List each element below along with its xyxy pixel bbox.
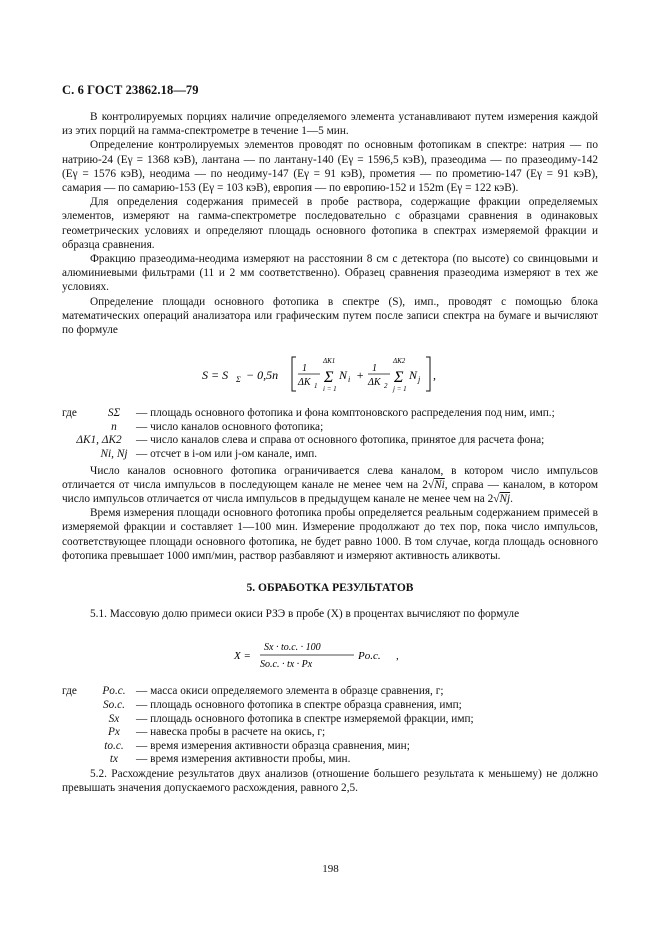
- paragraph-5-1: 5.1. Массовую долю примеси окиси РЗЭ в пробе (X) в процентах вычисляют по формуле: [90, 608, 520, 621]
- definition-symbol: Sx: [108, 712, 120, 725]
- definition-row: [62, 753, 598, 767]
- formula1-one-a: 1: [302, 363, 307, 375]
- definition-text: — площадь основного фотопика и фона комптоновского распределения под ним, имп.;: [136, 407, 555, 420]
- paragraph-1: В контролируемых порциях наличие определяемого элемента устанавливают путем измерения каждой из этих порций на гамма-спектрометре в течение 1—5 мин.: [62, 111, 598, 138]
- definition-row: [62, 726, 598, 740]
- paragraph-4: Фракцию празеодима-неодима измеряют на расстоянии 8 см с детектора (по высоте) со свинцовыми и алюминиевыми фильтрами (11 и 2 мм соответственно). Образец сравнения празеодима измеряют в тех же условиях.: [62, 253, 598, 294]
- formula-mass-fraction: [62, 635, 598, 675]
- formula1-sum-b: Σ: [394, 369, 404, 387]
- definition-row: [62, 740, 598, 754]
- definition-lead: где: [62, 407, 77, 420]
- paragraph-6: [62, 464, 598, 507]
- definition-text: — площадь основного фотопика в спектре образца сравнения, имп;: [136, 699, 462, 712]
- page-number: 198: [322, 863, 339, 875]
- definition-text: — число каналов слева и справа от основного фотопика, принятое для расчета фона;: [136, 434, 545, 447]
- definition-symbol: tо.с.: [104, 739, 124, 752]
- definition-row: [62, 421, 598, 435]
- definitions-formula-2: [62, 685, 598, 767]
- definition-text: — время измерения активности пробы, мин.: [136, 753, 351, 766]
- formula-peak-area: [62, 351, 598, 397]
- formula1-left-bracket: [292, 357, 296, 391]
- definition-symbol: Px: [108, 726, 120, 739]
- definition-row: [62, 713, 598, 727]
- formula2-denominator: Sо.с. · tx · Px: [260, 659, 313, 671]
- paragraph-6-part-a: Число каналов основного фотопика ограничивается слева каналом, в котором число импульсов отличается от числа импульсов в последующем канале не менее чем на 2: [62, 464, 598, 491]
- definition-symbol: ΔK1, ΔK2: [76, 434, 122, 447]
- formula1-one-b: 1: [372, 363, 377, 375]
- definition-symbol: Sо.с.: [103, 699, 125, 712]
- definition-symbol: Ni, Nj: [100, 448, 128, 461]
- formula1-sum-a-lower: i = 1: [323, 385, 337, 394]
- formula-mass-fraction-svg: [230, 635, 430, 675]
- formula1-right-bracket: [426, 357, 430, 391]
- paragraph-5-2: 5.2. Расхождение результатов двух анализов (отношение большего результата к меньшему) не должно превышать значения допускаемого расхождения, равного 2,5.: [62, 768, 598, 795]
- formula2-numerator: Sx · tо.с. · 100: [264, 642, 321, 654]
- definition-text: — площадь основного фотопика в спектре измеряемой фракции, имп;: [136, 712, 474, 725]
- definition-symbol: Pо.с.: [102, 685, 126, 698]
- definition-row: [62, 434, 598, 448]
- formula2-rhs: Pо.с.: [358, 650, 381, 663]
- formula1-dk1: ΔK: [298, 377, 311, 389]
- definition-lead: где: [62, 685, 77, 698]
- formula2-lhs: X =: [234, 650, 251, 663]
- definition-symbol: tx: [109, 753, 119, 766]
- formula1-minus: − 0,5n: [246, 368, 279, 383]
- formula1-ni: N: [339, 368, 348, 383]
- formula1-comma: ,: [433, 368, 436, 383]
- definition-text: — число каналов основного фотопика;: [136, 420, 324, 433]
- page-content: [62, 110, 598, 795]
- paragraph-3: Для определения содержания примесей в пробе раствора, содержащие фракции определяемых элементов, измеряют на гамма-спектрометре последовательно с образцами сравнения в одинаковых геометрических условиях и определяют площадь основного фотопика в спектрах измеряемой фракции и образца сравнения.: [62, 196, 598, 251]
- definition-row: [62, 448, 598, 462]
- paragraph-7: Время измерения площади основного фотопика пробы определяется реальным содержанием примесей в измеряемой фракции и составляет 1—100 мин. Измерение продолжают до тех пор, пока число импульсов, соответствующее площади основного фотопика, не будет равно 1000. В том случае, когда площадь основного фотопика превышает 1000 имп/мин, раствор разбавляют и измеряют активность аликвоты.: [62, 507, 598, 562]
- formula1-plus: +: [356, 368, 365, 383]
- formula1-sum-a-upper: ΔK1: [323, 357, 336, 366]
- formula1-dk2: ΔK: [368, 377, 381, 389]
- definition-row: [62, 685, 598, 699]
- formula1-sum-a: Σ: [324, 369, 334, 387]
- definition-row: [62, 407, 598, 421]
- sqrt-ni: √Ni: [427, 478, 445, 491]
- paragraph-2: Определение контролируемых элементов проводят по основным фотопикам в спектре: натрия — по натрию-24 (Eγ = 1368 кэВ), лантана — по лантану-140 (Eγ = 1596,5 кэВ), празеодима — по празеодиму-142 (Eγ = 1576 кэВ), неодима — по неодиму-147 (Eγ = 91 кэВ), прометия — по прометию-147 (Eγ = 91 кэВ), самария — по самарию-153 (Eγ = 103 кэВ), европия — по европию-152 и 152m (Eγ = 122 кэВ).: [62, 139, 598, 195]
- definition-symbol: SΣ: [107, 407, 121, 420]
- definitions-formula-1: [62, 407, 598, 461]
- definition-row: [62, 699, 598, 713]
- definition-text: — отсчет в i-ом или j-ом канале, имп.: [136, 448, 318, 461]
- sqrt-nj: √Nj: [493, 493, 511, 506]
- formula1-sum-b-upper: ΔK2: [393, 357, 406, 366]
- section-title: 5. ОБРАБОТКА РЕЗУЛЬТАТОВ: [246, 582, 414, 595]
- formula1-ni-sub: i: [348, 375, 351, 385]
- definition-text: — масса окиси определяемого элемента в образце сравнения, г;: [136, 685, 444, 698]
- definition-text: — время измерения активности образца сравнения, мин;: [136, 739, 410, 752]
- definition-text: — навеска пробы в расчете на окись, г;: [136, 726, 326, 739]
- definition-symbol: n: [111, 420, 117, 433]
- paragraph-5: Определение площади основного фотопика в спектре (S), имп., проводят с помощью блока математических операций анализатора или графическим путем после записи спектра на бумаге и вычисляют по формуле: [62, 295, 598, 337]
- formula1-dk1-sub: 1: [314, 382, 318, 391]
- formula1-dk2-sub: 2: [384, 382, 388, 391]
- formula1-nj: N: [409, 368, 418, 383]
- formula1-sub-sigma: Σ: [236, 375, 241, 385]
- formula1-nj-sub: j: [418, 375, 421, 385]
- formula-peak-area-svg: [200, 351, 460, 397]
- paragraph-6-part-b: , справа — каналом, в котором число импульсов отличается от числа импульсов в предыдущем канале не менее чем на 2: [62, 478, 598, 506]
- page-header: С. 6 ГОСТ 23862.18—79: [62, 83, 199, 97]
- paragraph-6-part-c: .: [510, 493, 513, 506]
- formula1-lhs: S = S: [202, 368, 229, 383]
- formula1-sum-b-lower: j = 1: [393, 385, 407, 394]
- formula2-tail: ,: [396, 650, 399, 663]
